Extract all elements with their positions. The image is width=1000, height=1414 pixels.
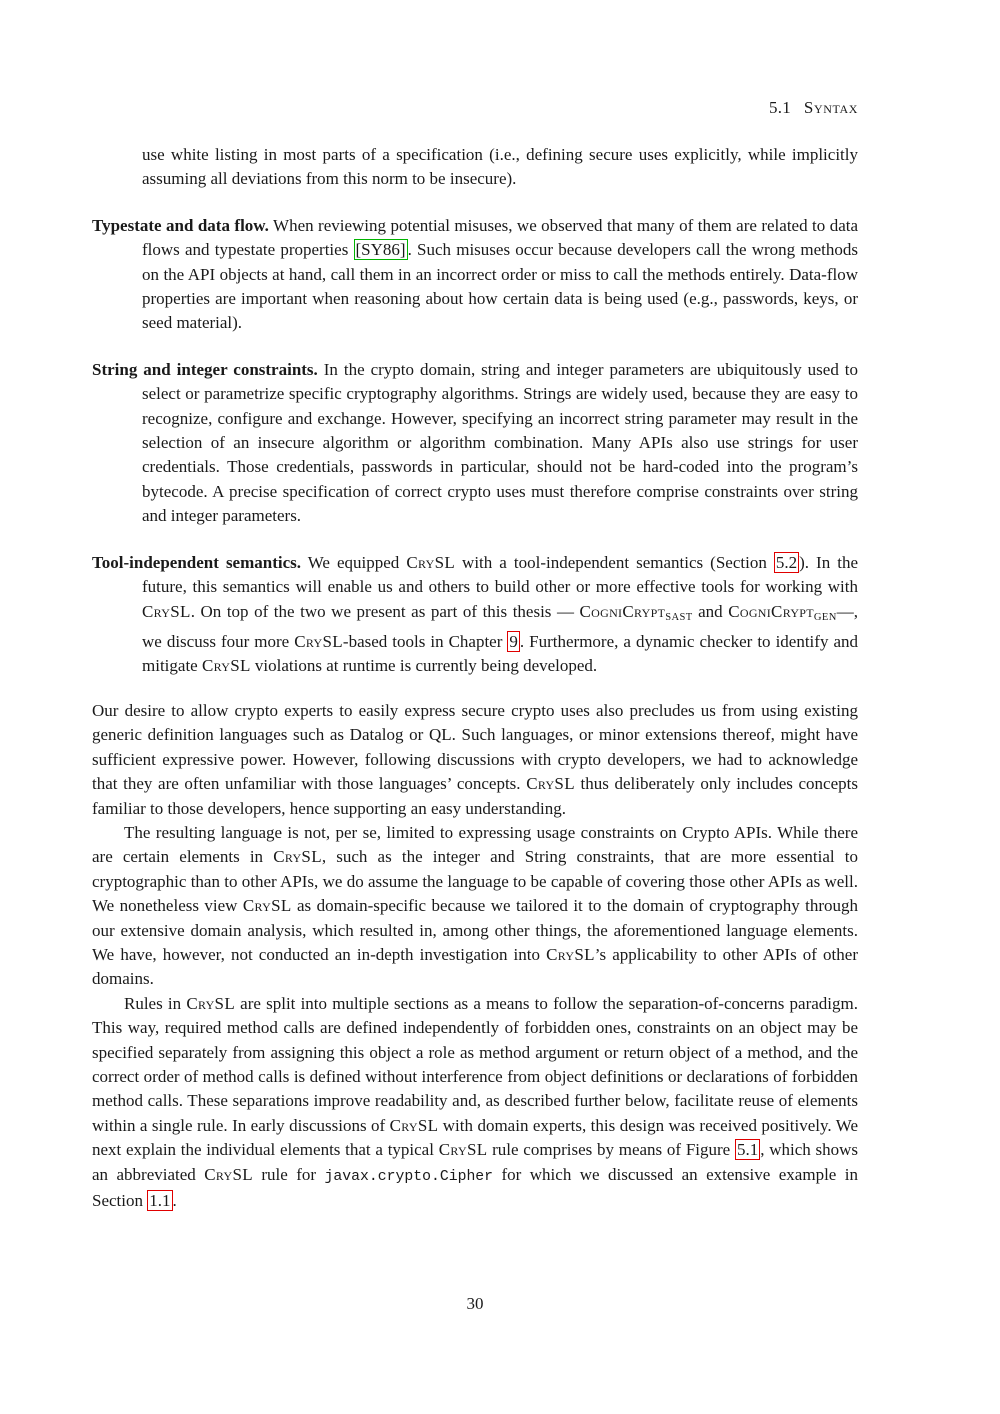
text-run: use white listing in most parts of a specification (i.e., defining secure uses explicitly, while implicitly assuming all deviations from this norm to be insecure). — [142, 145, 858, 189]
text-run: . — [172, 1191, 177, 1210]
smallcaps-term: CrySL — [142, 601, 191, 621]
text-body — [92, 143, 858, 1213]
text-run: . On top of the two we present as part of this thesis — — [190, 601, 580, 621]
paragraph — [92, 992, 858, 1214]
smallcaps-term: CogniCrypt — [579, 601, 666, 621]
code-inline: javax.crypto.Cipher — [324, 1168, 494, 1185]
paragraph — [92, 699, 858, 821]
running-header — [92, 98, 858, 118]
paragraph — [92, 358, 858, 529]
text-run: are split into multiple sections as a means to follow the separation-of-concerns paradigm. This way, required method calls are defined independently of forbidden ones, constraints on an object may be specified separately from assigning this object a role as method argument or return object of a method, and the correct order of method calls is defined without interference from object definitions or declarations of forbidden method calls. These separations improve readability and, as described further below, facilitate reuse of elements within a single rule. In early discussions of — [92, 993, 858, 1135]
text-run: thus deliberately only includes concepts familiar to those developers, hence supporting an easy understanding. — [92, 774, 858, 818]
smallcaps-term: CrySL — [438, 1140, 488, 1160]
paragraph — [92, 551, 858, 679]
citation-link[interactable]: [SY86] — [355, 240, 406, 260]
smallcaps-term: CogniCrypt — [728, 601, 814, 621]
text-run: When reviewing potential misuses, we observed that many of them are related to data flows and typestate properties — [142, 215, 859, 260]
cross-reference-link[interactable]: 5.1 — [736, 1140, 759, 1160]
section-title: Syntax — [803, 98, 858, 117]
text-run: —, we discuss four more — [142, 601, 858, 652]
cross-reference-link[interactable]: 5.2 — [775, 552, 798, 572]
text-run: rule comprises by means of Figure — [487, 1140, 735, 1160]
cross-reference-link[interactable]: 9 — [509, 632, 518, 652]
smallcaps-term: CrySL — [186, 993, 235, 1013]
paragraph — [92, 821, 858, 992]
smallcaps-term: CrySL — [204, 1164, 253, 1184]
smallcaps-term: CrySL — [526, 774, 575, 794]
text-run: with a tool-independent semantics (Section — [455, 552, 774, 572]
text-run: Our desire to allow crypto experts to easily express secure crypto uses also precludes us from using existing generic definition languages such as Datalog or QL. Such languages, or minor extensions thereof, might have sufficient expressive power. However, following discussions with crypto developers, we had to acknowledge that they are often unfamiliar with those languages’ concepts. — [92, 700, 858, 794]
paragraph-lead-label: Typestate and data flow. — [92, 215, 269, 235]
paragraph-lead-label: Tool-independent semantics. — [92, 552, 302, 572]
paragraph-lead-label: String and integer constraints. — [92, 359, 318, 379]
smallcaps-term: CrySL — [242, 896, 292, 916]
text-run: The resulting language is not, per se, limited to expressing usage constraints on Crypto APIs. While there are certain elements in — [92, 822, 858, 867]
paragraph — [142, 143, 858, 192]
text-run: , such as the integer and String constraints, that are more essential to cryptographic than to other APIs, we do assume the language to be capable of covering those other APIs as well. We nonetheless view — [92, 847, 858, 916]
text-run: Rules in — [124, 993, 187, 1013]
text-run: ). In the future, this semantics will enable us and others to build other or more effective tools for working with — [142, 552, 858, 597]
text-run: We equipped — [301, 552, 407, 572]
smallcaps-term: CrySL — [406, 552, 456, 572]
text-run: as domain-specific because we tailored it to the domain of cryptography through our extensive domain analysis, which resulted in, among other things, the aforementioned language elements. We have, however, not conducted an in-depth investigation into — [92, 896, 859, 964]
text-run: . Such misuses occur because developers call the wrong methods on the API objects at hand, call them in an incorrect order or miss to call the methods entirely. Data-flow properties are important when reasoning about how certain data is being used (e.g., passwords, keys, or seed material). — [142, 240, 858, 333]
text-run: violations at runtime is currently being developed. — [250, 656, 598, 676]
text-run: for which we discussed an extensive example in Section — [92, 1164, 859, 1210]
text-run: rule for — [252, 1164, 325, 1184]
text-run: with domain experts, this design was received positively. We next explain the individual elements that a typical — [92, 1115, 859, 1160]
smallcaps-term: CrySL — [273, 847, 322, 867]
text-run: ’s applicability to other APIs of other domains. — [92, 944, 858, 989]
paragraph — [92, 214, 858, 336]
section-number: 5.1 — [769, 98, 791, 117]
cross-reference-link[interactable]: 1.1 — [149, 1191, 171, 1210]
smallcaps-term: CrySL — [546, 944, 595, 964]
text-run: . Furthermore, a dynamic checker to identify and mitigate — [142, 632, 858, 676]
text-run: and — [692, 601, 729, 621]
subscript-term: SAST — [665, 611, 693, 623]
smallcaps-term: CrySL — [201, 656, 251, 676]
text-run: , which shows an abbreviated — [92, 1140, 858, 1184]
smallcaps-term: CrySL — [294, 632, 343, 652]
smallcaps-term: CrySL — [389, 1115, 439, 1135]
text-run: -based tools in Chapter — [342, 632, 508, 652]
text-run: In the crypto domain, string and integer parameters are ubiquitously used to select or parametrize specific cryptography algorithms. Strings are widely used, because they are easy to recognize, configure and exchange. However, specifying an incorrect string parameter may result in the selection of an insecure algorithm or algorithm combination. Many APIs also use strings for user credentials. Those credentials, passwords in particular, should not be hard-coded into the program’s bytecode. A precise specification of correct crypto uses must therefore comprise constraints over string and integer parameters. — [142, 359, 858, 526]
subscript-term: GEN — [813, 611, 837, 623]
page-number: 30 — [466, 1294, 484, 1313]
